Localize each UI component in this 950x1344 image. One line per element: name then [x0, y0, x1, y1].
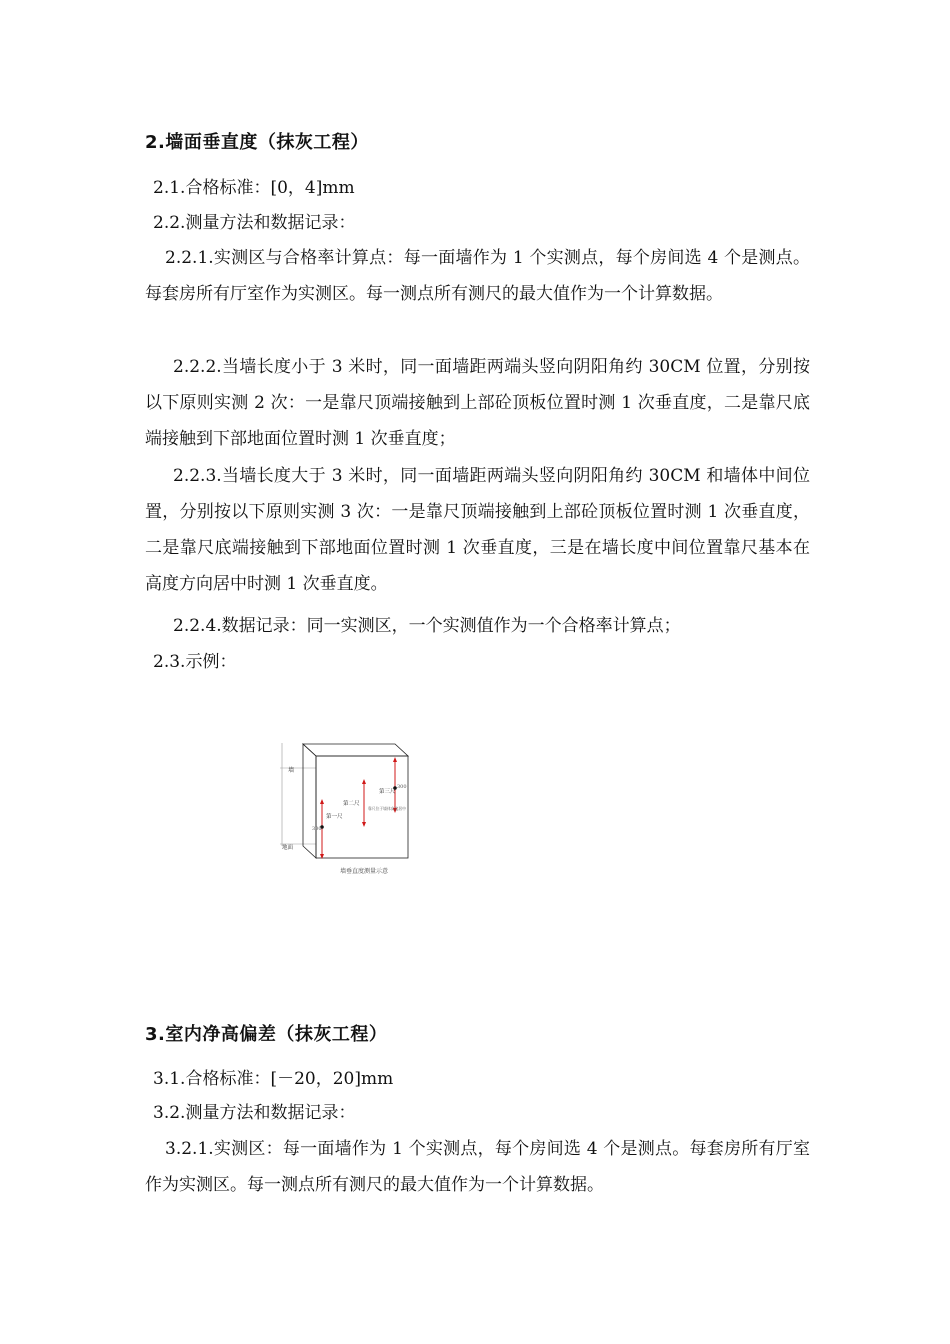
label-dim-top: 300 — [397, 784, 407, 790]
figure-caption: 墙垂直度测量示意 — [340, 868, 389, 875]
label-first-ruler: 第一尺 — [326, 814, 343, 820]
wall-side-face — [303, 744, 316, 858]
section-3-standard: 3.1.合格标准：[－20，20]mm — [153, 1069, 394, 1089]
label-wall: 墙 — [288, 767, 295, 774]
second-ruler-arrow-up — [362, 779, 366, 784]
second-ruler-arrow-down — [362, 822, 366, 827]
section-3-method: 3.2.测量方法和数据记录： — [153, 1103, 356, 1123]
paragraph-3-2-1: 3.2.1.实测区：每一面墙作为 1 个实测点，每个房间选 4 个是测点。每套房所有厅室作为实测区。每一测点所有测尺的最大值作为一个计算数据。 — [145, 1139, 810, 1195]
label-dim-bottom: 300 — [312, 826, 322, 832]
section-2-example: 2.3.示例： — [153, 652, 237, 672]
paragraph-2-2-2: 2.2.2.当墙长度小于 3 米时，同一面墙距两端头竖向阴阳角约 30CM 位置，分别按以下原则实测 2 次：一是靠尺顶端接触到上部砼顶板位置时测 1 次垂直度，二是靠尺底端接触到下部地面位置时测 1 次垂直度； — [145, 357, 810, 449]
paragraph-2-2-3: 2.2.3.当墙长度大于 3 米时，同一面墙距两端头竖向阴阳角约 30CM 和墙体中间位置，分别按以下原则实测 3 次：一是靠尺顶端接触到上部砼顶板位置时测 1 次垂直度，二是靠尺底端接触到下部地面位置时测 1 次垂直度，三是在墙长度中间位置靠尺基本在高度方向居中时测 1 次垂直度。 — [145, 466, 810, 594]
section-2-standard: 2.1.合格标准：[0，4]mm — [153, 178, 355, 198]
section-3-heading: 3.室内净高偏差（抹灰工程） — [145, 1024, 388, 1045]
paragraph-2-2-4: 2.2.4.数据记录：同一实测区，一个实测值作为一个合格率计算点； — [173, 616, 681, 636]
paragraph-2-2-1: 2.2.1.实测区与合格率计算点：每一面墙作为 1 个实测点，每个房间选 4 个是测点。每套房所有厅室作为实测区。每一测点所有测尺的最大值作为一个计算数据。 — [145, 248, 810, 304]
label-floor: 地面 — [282, 845, 294, 851]
wall-verticality-diagram — [280, 738, 420, 880]
diagram-svg — [280, 738, 420, 880]
label-third-ruler: 第三尺 — [379, 789, 396, 795]
third-ruler-arrow-up — [393, 757, 397, 762]
wall-top-face — [303, 744, 408, 756]
section-2-method: 2.2.测量方法和数据记录： — [153, 213, 356, 233]
section-2-heading: 2.墙面垂直度（抹灰工程） — [145, 132, 369, 153]
label-second-ruler: 第二尺 — [343, 801, 360, 807]
label-middle-note: 靠尺位于墙体高度居中 — [368, 806, 406, 811]
first-ruler-arrow-up — [320, 799, 324, 804]
